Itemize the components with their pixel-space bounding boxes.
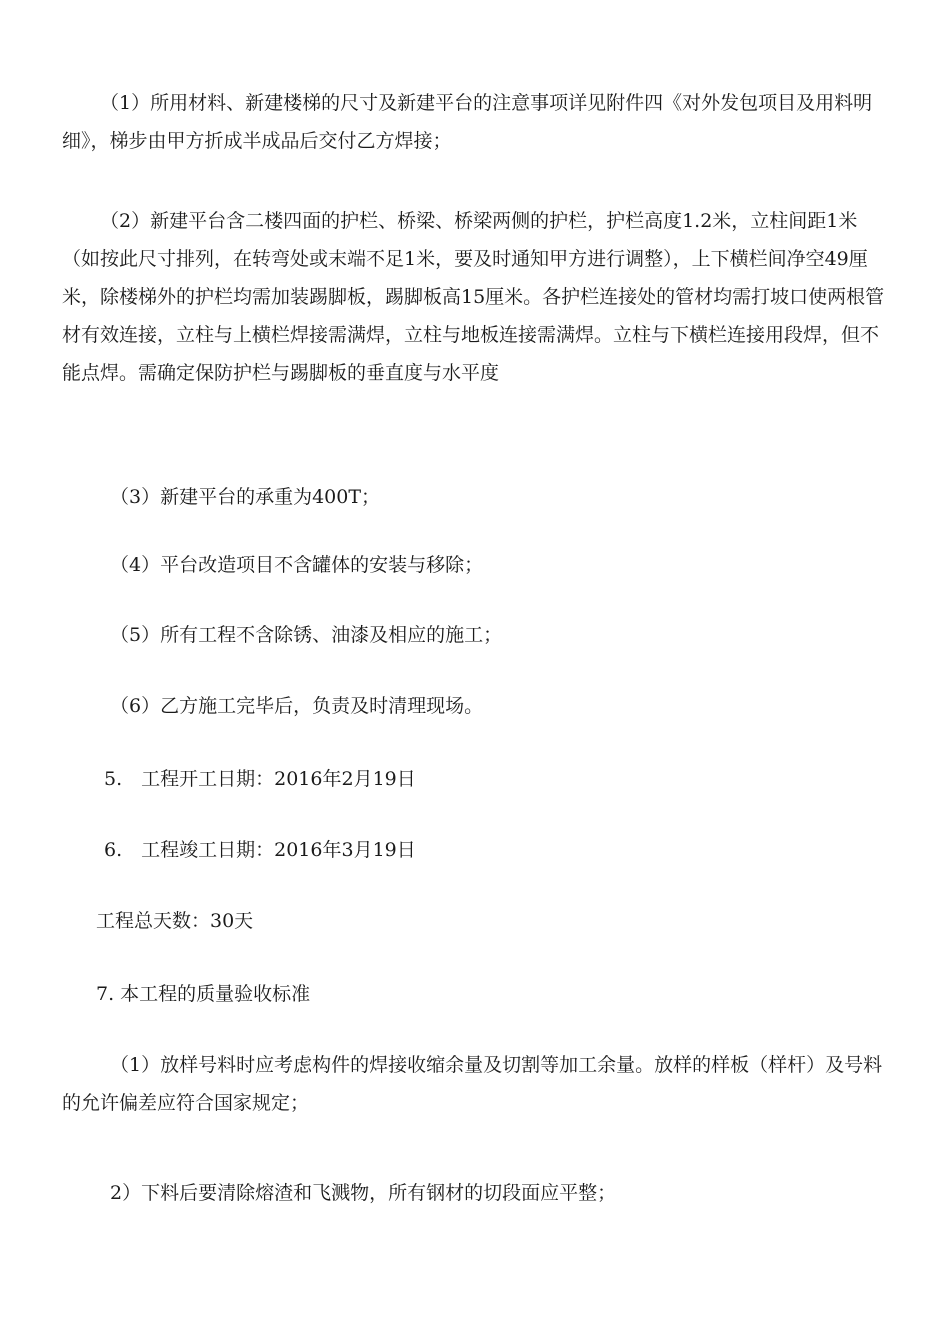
total-days-line: 工程总天数：30天 — [96, 910, 254, 932]
paragraph-item-8: 2）下料后要清除熔渣和飞溅物，所有钢材的切段面应平整； — [110, 1182, 617, 1204]
paragraph-item-4: （4）平台改造项目不含罐体的安装与移除； — [110, 554, 484, 576]
paragraph-item-2: （2）新建平台含二楼四面的护栏、桥梁、桥梁两侧的护栏，护栏高度1.2米，立柱间距1米（如按此尺寸排列，在转弯处或末端不足1米，要及时通知甲方进行调整），上下横栏间净空49厘米，除楼梯外的护栏均需加装踢脚板，踢脚板高15厘米。各护栏连接处的管材均需打坡口使两根管材有效连接，立柱与上横栏焊接需满焊，立柱与地板连接需满焊。立柱与下横栏连接用段焊，但不能点焊。需确定保防护栏与踢脚板的垂直度与水平度 — [62, 210, 885, 384]
start-date-line: 5. 工程开工日期：2016年2月19日 — [104, 768, 416, 790]
paragraph-item-3: （3）新建平台的承重为400T； — [110, 486, 381, 508]
section-heading-quality: 7. 本工程的质量验收标准 — [96, 983, 311, 1005]
paragraph-item-6: （6）乙方施工完毕后，负责及时清理现场。 — [110, 695, 484, 717]
paragraph-item-1: （1）所用材料、新建楼梯的尺寸及新建平台的注意事项详见附件四《对外发包项目及用料明细》，梯步由甲方折成半成品后交付乙方焊接； — [62, 92, 873, 152]
paragraph-item-5: （5）所有工程不含除锈、油漆及相应的施工； — [110, 624, 503, 646]
paragraph-item-7: （1）放样号料时应考虑构件的焊接收缩余量及切割等加工余量。放样的样板（样杆）及号料的允许偏差应符合国家规定； — [62, 1054, 883, 1114]
completion-date-line: 6. 工程竣工日期：2016年3月19日 — [104, 839, 416, 861]
